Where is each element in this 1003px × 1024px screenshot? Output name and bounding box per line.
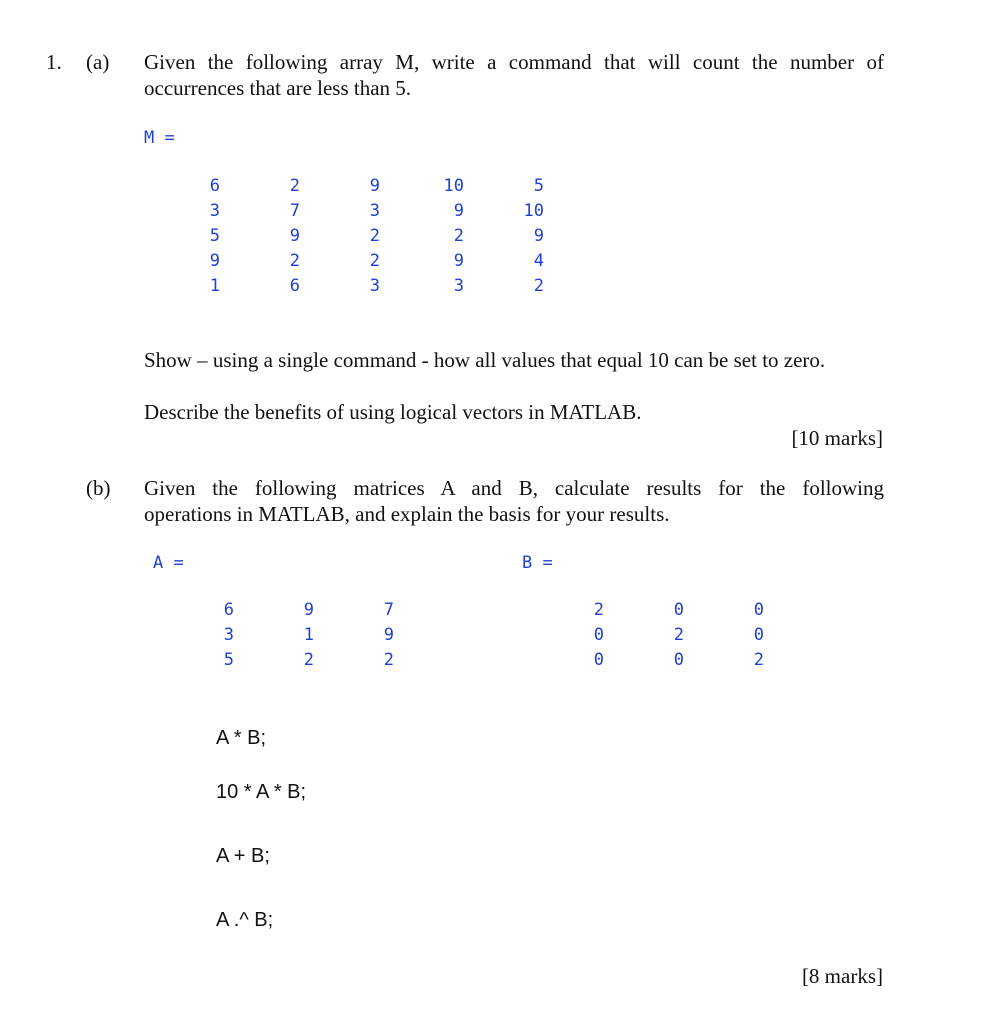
- matrix-m-cell: 6: [289, 276, 300, 296]
- matrix-m-cell: 9: [453, 251, 464, 271]
- matrix-m-cell: 2: [289, 251, 300, 271]
- part-a-prompt-line2: occurrences that are less than 5.: [144, 76, 412, 100]
- matrix-m-cell: 10: [523, 201, 544, 221]
- matrix-a-column-1: [210, 598, 234, 673]
- matrix-m-column-1: [196, 174, 220, 299]
- matrix-m-cell: 3: [369, 201, 380, 221]
- matrix-b-cell: 0: [593, 650, 604, 670]
- matrix-a-cell: 3: [223, 625, 234, 645]
- matrix-m-cell: 5: [209, 226, 220, 246]
- operation-a-plus-b: A + B;: [216, 845, 270, 867]
- operation-a-elementwise-power-b: A .^ B;: [216, 909, 274, 931]
- matrix-a-column-3: [370, 598, 394, 673]
- matrix-m-cell: 1: [209, 276, 220, 296]
- matrix-m-cell: 2: [369, 226, 380, 246]
- matrix-b-cell: 2: [753, 650, 764, 670]
- operation-a-times-b: A * B;: [216, 727, 267, 749]
- matrix-m-column-4: [436, 174, 464, 299]
- matrix-m-cell: 9: [369, 176, 380, 196]
- part-a-marks: [10 marks]: [791, 426, 883, 450]
- part-a-label: (a): [86, 50, 110, 74]
- matrix-m-cell: 2: [533, 276, 544, 296]
- part-b-marks: [8 marks]: [801, 964, 883, 988]
- matrix-m-cell: 2: [369, 251, 380, 271]
- matrix-m-cell: 6: [209, 176, 220, 196]
- matrix-b-label: B =: [522, 553, 553, 573]
- matrix-b-cell: 0: [593, 625, 604, 645]
- matrix-a-cell: 7: [383, 600, 394, 620]
- matrix-m-cell: 9: [289, 226, 300, 246]
- matrix-m-cell: 2: [289, 176, 300, 196]
- matrix-m-cell: 9: [209, 251, 220, 271]
- matrix-a-label: A =: [153, 553, 184, 573]
- operation-10-times-a-times-b: 10 * A * B;: [216, 781, 307, 803]
- matrix-m-cell: 3: [369, 276, 380, 296]
- matrix-m-cell: 5: [533, 176, 544, 196]
- matrix-a-cell: 9: [303, 600, 314, 620]
- part-b-prompt-line1: Given the following matrices A and B, calculate results for the following: [144, 476, 884, 500]
- matrix-m-column-2: [276, 174, 300, 299]
- matrix-b-cell: 2: [673, 625, 684, 645]
- matrix-b-cell: 0: [753, 625, 764, 645]
- matrix-m-column-5: [516, 174, 544, 299]
- matrix-a-cell: 1: [303, 625, 314, 645]
- matrix-a-cell: 6: [223, 600, 234, 620]
- matrix-m-column-3: [356, 174, 380, 299]
- matrix-m-cell: 3: [209, 201, 220, 221]
- part-b-prompt-line2: operations in MATLAB, and explain the basis for your results.: [144, 502, 670, 526]
- matrix-m-cell: 9: [453, 201, 464, 221]
- matrix-a-cell: 9: [383, 625, 394, 645]
- matrix-b-cell: 0: [753, 600, 764, 620]
- matrix-b-column-2: [660, 598, 684, 673]
- matrix-m-cell: 4: [533, 251, 544, 271]
- matrix-b-cell: 2: [593, 600, 604, 620]
- matrix-b-column-1: [580, 598, 604, 673]
- matrix-m-label: M =: [144, 128, 175, 148]
- matrix-m-cell: 3: [453, 276, 464, 296]
- matrix-b-column-3: [740, 598, 764, 673]
- question-number: 1.: [46, 50, 62, 74]
- part-b-label: (b): [86, 476, 111, 500]
- matrix-a-cell: 2: [303, 650, 314, 670]
- matrix-m-cell: 10: [443, 176, 464, 196]
- matrix-b-cell: 0: [673, 600, 684, 620]
- matrix-a-column-2: [290, 598, 314, 673]
- matrix-m-cell: 2: [453, 226, 464, 246]
- matrix-m-cell: 9: [533, 226, 544, 246]
- part-a-prompt-line1: Given the following array M, write a command that will count the number of: [144, 50, 884, 74]
- part-a-describe-text: Describe the benefits of using logical vectors in MATLAB.: [144, 400, 642, 424]
- matrix-a-cell: 5: [223, 650, 234, 670]
- matrix-a-cell: 2: [383, 650, 394, 670]
- part-a-show-text: Show – using a single command - how all values that equal 10 can be set to zero.: [144, 348, 826, 372]
- matrix-b-cell: 0: [673, 650, 684, 670]
- matrix-m-cell: 7: [289, 201, 300, 221]
